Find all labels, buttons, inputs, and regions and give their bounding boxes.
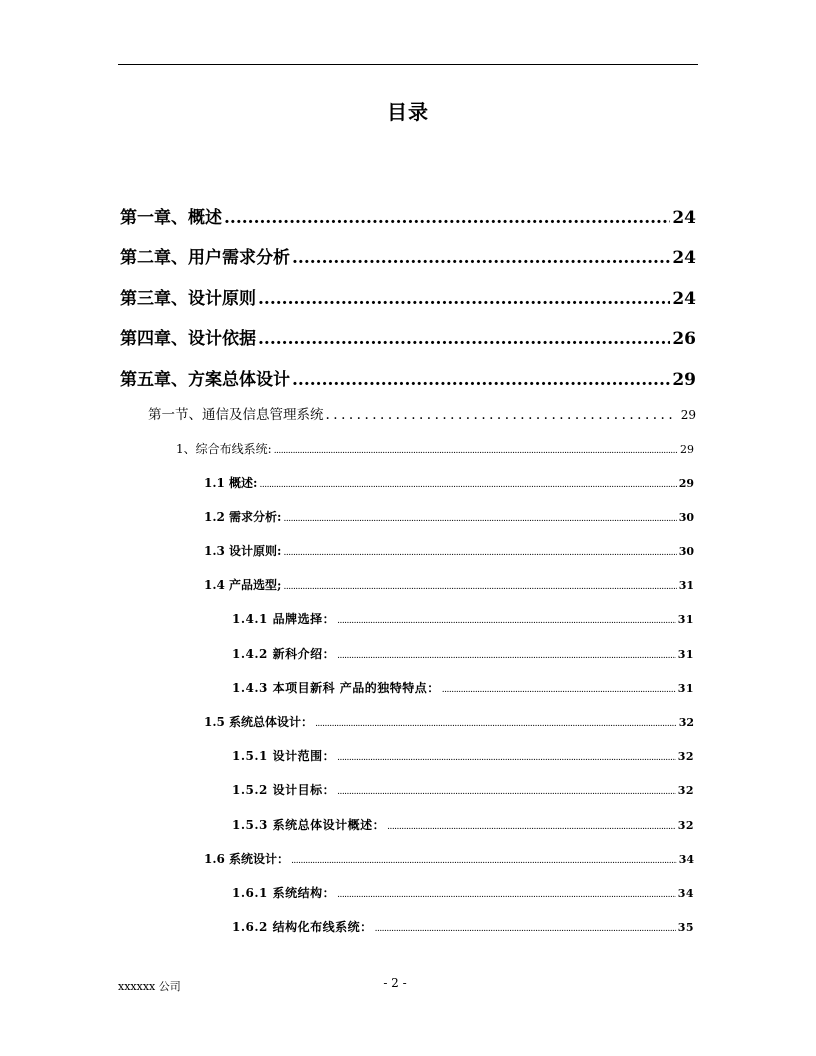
toc-entry-label: 1.5.3 系统总体设计概述：	[232, 818, 386, 832]
toc-entry-label: 1.4 产品选型;	[204, 578, 282, 592]
toc-entry-page: 34	[677, 887, 694, 900]
toc-entry-label: 第五章、方案总体设计	[120, 370, 290, 390]
toc-entry-label: 1.5.1 设计范围：	[232, 749, 336, 763]
toc-entry-page: 30	[678, 545, 694, 558]
footer-page-number: - 2 -	[383, 976, 407, 990]
toc-entry-page: 32	[677, 819, 694, 832]
toc-entry-chapter-4[interactable]	[120, 324, 696, 349]
toc-leader-dots	[337, 651, 676, 661]
toc-leader-dots	[274, 446, 678, 456]
toc-entry-section-1[interactable]	[148, 403, 696, 423]
page-title: 目录	[387, 100, 429, 124]
toc-entry-label: 1.2 需求分析:	[204, 510, 282, 524]
toc-entry-chapter-5[interactable]	[120, 365, 696, 390]
toc-entry-chapter-3[interactable]	[120, 284, 696, 309]
toc-leader-dots	[224, 208, 670, 228]
toc-entry-1-4-1[interactable]	[232, 610, 694, 627]
toc-entry-1-3[interactable]	[204, 542, 694, 559]
toc-entry-label: 1.6.1 系统结构：	[232, 886, 336, 900]
toc-entry-1-6-2[interactable]	[232, 918, 694, 935]
toc-entry-page: 24	[672, 208, 696, 228]
toc-entry-1-4[interactable]	[204, 576, 694, 593]
toc-entry-label: 第四章、设计依据	[120, 329, 256, 349]
toc-entry-page: 35	[677, 921, 694, 934]
toc-leader-dots	[326, 407, 675, 423]
toc-entry-label: 1.4.1 品牌选择：	[232, 612, 336, 626]
toc-entry-label: 第二章、用户需求分析	[120, 248, 290, 268]
toc-entry-1[interactable]	[176, 440, 694, 457]
toc-leader-dots	[375, 924, 676, 934]
toc-entry-label: 第一章、概述	[120, 208, 222, 228]
toc-leader-dots	[284, 514, 677, 524]
header-rule	[118, 64, 698, 65]
toc-entry-chapter-2[interactable]	[120, 243, 696, 268]
toc-entry-1-4-3[interactable]	[232, 679, 694, 696]
toc-leader-dots	[258, 329, 670, 349]
toc-entry-page: 32	[678, 716, 694, 729]
toc-entry-1-6[interactable]	[204, 850, 694, 867]
toc-entry-1-1[interactable]	[204, 474, 694, 491]
toc-leader-dots	[284, 582, 677, 592]
toc-entry-label: 1.6.2 结构化布线系统：	[232, 920, 373, 934]
toc-entry-1-5-2[interactable]	[232, 781, 694, 798]
toc-entry-label: 1.5.2 设计目标：	[232, 783, 336, 797]
toc-leader-dots	[284, 548, 677, 558]
toc-entry-page: 32	[677, 750, 694, 763]
toc-entry-1-6-1[interactable]	[232, 884, 694, 901]
toc-leader-dots	[337, 753, 676, 763]
toc-leader-dots	[315, 719, 677, 729]
toc-leader-dots	[258, 289, 670, 309]
toc-entry-page: 29	[678, 477, 694, 490]
toc-entry-page: 31	[677, 613, 694, 626]
toc-entry-1-4-2[interactable]	[232, 645, 694, 662]
toc-entry-page: 26	[672, 329, 696, 349]
toc-entry-page: 24	[672, 289, 696, 309]
toc-entry-1-5-1[interactable]	[232, 747, 694, 764]
toc-entry-label: 第一节、通信及信息管理系统	[148, 407, 324, 423]
toc-entry-page: 29	[672, 370, 696, 390]
toc-entry-label: 1.4.3 本项目新科 产品的独特特点：	[232, 681, 440, 695]
toc-leader-dots	[291, 856, 677, 866]
toc-entry-label: 1、综合布线系统:	[176, 442, 272, 456]
toc-entry-page: 30	[678, 511, 694, 524]
toc-entry-page: 29	[680, 443, 694, 456]
toc-leader-dots	[387, 822, 676, 832]
toc-entry-1-5-3[interactable]	[232, 816, 694, 833]
toc-entry-page: 31	[677, 682, 694, 695]
toc-leader-dots	[337, 787, 676, 797]
toc-entry-label: 1.5 系统总体设计：	[204, 715, 314, 729]
toc-leader-dots	[292, 370, 670, 390]
toc-entry-label: 1.1 概述:	[204, 476, 258, 490]
toc-entry-1-5[interactable]	[204, 713, 694, 730]
toc-leader-dots	[260, 480, 677, 490]
toc-entry-label: 第三章、设计原则	[120, 289, 256, 309]
toc-leader-dots	[337, 890, 676, 900]
toc-leader-dots	[337, 616, 676, 626]
toc-entry-page: 31	[677, 648, 694, 661]
toc-entry-label: 1.4.2 新科介绍：	[232, 647, 336, 661]
toc-leader-dots	[292, 248, 670, 268]
toc-entry-label: 1.6 系统设计：	[204, 852, 290, 866]
toc-entry-page: 24	[672, 248, 696, 268]
toc-entry-page: 32	[677, 784, 694, 797]
footer-company: xxxxxx 公司	[118, 980, 181, 993]
toc-entry-chapter-1[interactable]	[120, 203, 696, 228]
toc-entry-page: 34	[678, 853, 694, 866]
toc-entry-page: 31	[678, 579, 694, 592]
toc-leader-dots	[442, 685, 676, 695]
toc-entry-page: 29	[680, 408, 696, 422]
toc-entry-1-2[interactable]	[204, 508, 694, 525]
toc-entry-label: 1.3 设计原则:	[204, 544, 282, 558]
